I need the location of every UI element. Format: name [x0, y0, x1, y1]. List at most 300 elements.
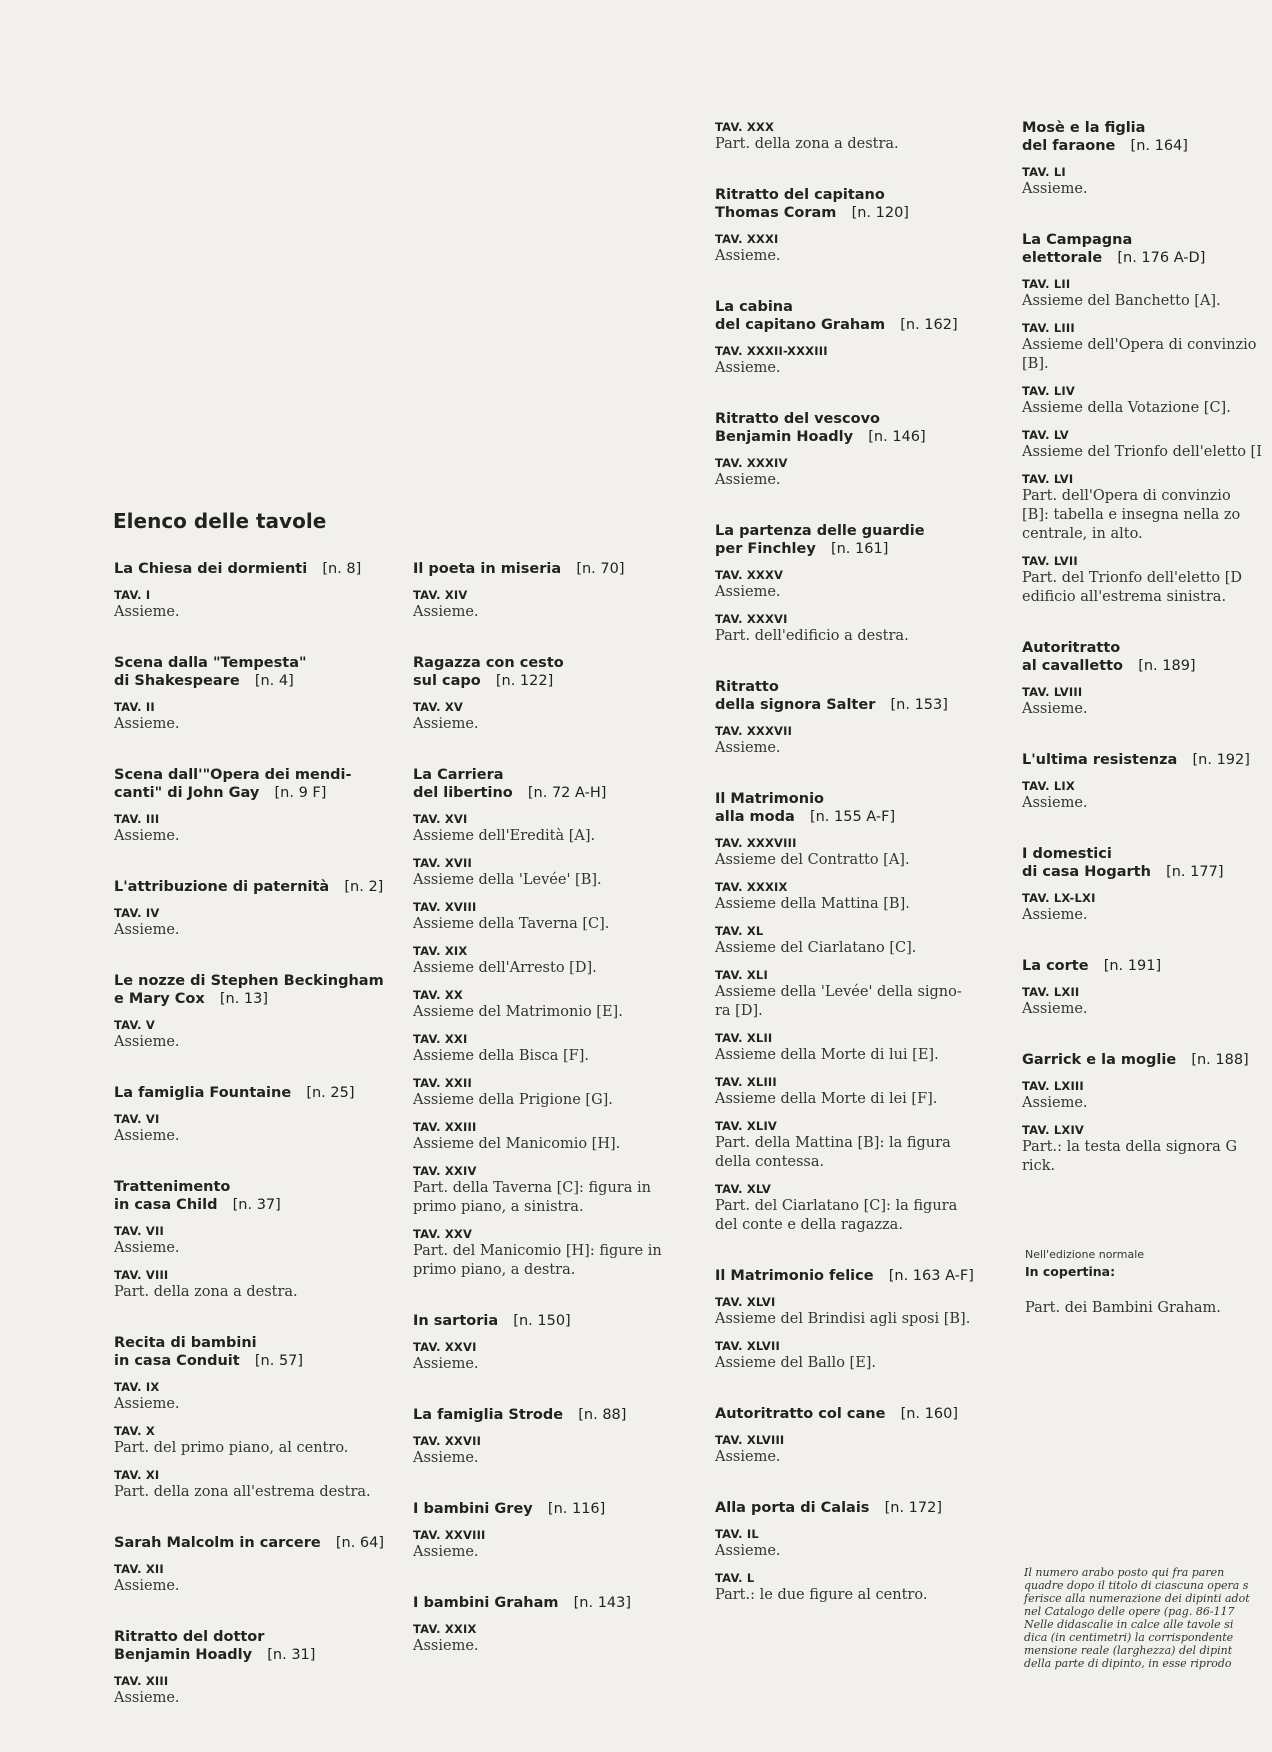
entry-title — [1022, 751, 1272, 769]
plate-item — [413, 1031, 688, 1066]
plate-description: Assieme. — [114, 1240, 180, 1256]
plate-description: Assieme. — [413, 1544, 479, 1560]
catalog-entry — [114, 1084, 389, 1146]
entry-title — [1022, 957, 1272, 975]
plate-item — [413, 811, 688, 846]
plate-description: Part. della zona a destra. — [114, 1284, 298, 1300]
catalog-entry — [715, 790, 990, 1235]
plate-number: TAV. XXVIII — [413, 1528, 486, 1542]
plate-number: TAV. VI — [114, 1112, 160, 1126]
plate-description: Assieme. — [114, 1578, 180, 1594]
catalog-entry — [114, 1334, 389, 1502]
plate-description: Assieme. — [114, 1690, 180, 1706]
plate-number: TAV. XXII — [413, 1076, 472, 1090]
entry-title — [114, 654, 389, 690]
cover-note-label: In copertina: — [1025, 1264, 1116, 1279]
plate-item — [114, 905, 389, 940]
entry-catalog-number: [n. 2] — [344, 879, 384, 895]
entry-title-line: Autoritratto — [1022, 640, 1121, 656]
entry-title-line: per Finchley — [715, 541, 816, 557]
plate-item — [715, 1294, 990, 1329]
plate-description: ra [D]. — [715, 1003, 763, 1019]
plate-description: primo piano, a sinistra. — [413, 1199, 584, 1215]
plate-description: Part. del Ciarlatano [C]: la figura — [715, 1198, 958, 1214]
entry-title — [1022, 1051, 1272, 1069]
entry-title-line: L'attribuzione di paternità — [114, 879, 330, 895]
cover-note-text: Part. dei Bambini Graham. — [1025, 1300, 1221, 1316]
catalog-entry — [715, 1499, 990, 1605]
plate-description: Assieme. — [413, 604, 479, 620]
column-4 — [1022, 119, 1272, 1208]
footnote — [1024, 1566, 1272, 1670]
plate-number: TAV. VII — [114, 1224, 164, 1238]
plate-number: TAV. IV — [114, 906, 160, 920]
plate-description: primo piano, a destra. — [413, 1262, 576, 1278]
entry-catalog-number: [n. 172] — [884, 1500, 942, 1516]
cover-note-edition: Nell'edizione normale — [1025, 1248, 1145, 1261]
plate-item — [1022, 383, 1272, 418]
catalog-entry — [413, 1594, 688, 1656]
catalog-entry — [413, 1312, 688, 1374]
catalog-entry — [114, 972, 389, 1052]
plate-item — [413, 1621, 688, 1656]
plate-item — [114, 1223, 389, 1258]
plate-description: Assieme. — [1022, 181, 1088, 197]
footnote-line: ferisce alla numerazione dei dipinti adot — [1024, 1592, 1250, 1605]
plate-description: Part.: le due figure al centro. — [715, 1587, 928, 1603]
plate-number: TAV. X — [114, 1424, 155, 1438]
entry-title-line: in casa Conduit — [114, 1353, 240, 1369]
entry-title — [413, 1500, 688, 1518]
plate-item — [413, 699, 688, 734]
plate-description: Assieme del Matrimonio [E]. — [413, 1004, 623, 1020]
plate-description: Assieme. — [715, 1449, 781, 1465]
plate-item — [114, 699, 389, 734]
plate-description: Assieme dell'Eredità [A]. — [413, 828, 596, 844]
plate-description: Part.: la testa della signora G — [1022, 1139, 1238, 1155]
entry-title-line: La Carriera — [413, 767, 504, 783]
entry-catalog-number: [n. 188] — [1191, 1052, 1249, 1068]
plate-item — [413, 855, 688, 890]
plate-description: Assieme. — [114, 604, 180, 620]
column-3 — [715, 119, 990, 1637]
entry-catalog-number: [n. 72 A-H] — [527, 785, 607, 801]
catalog-entry — [114, 878, 389, 940]
footnote-line: Il numero arabo posto qui fra paren — [1024, 1566, 1225, 1579]
plate-item — [715, 923, 990, 958]
plate-number: TAV. XXXV — [715, 568, 784, 582]
plate-description: [B]: tabella e insegna nella zo — [1022, 507, 1241, 523]
entry-catalog-number: [n. 31] — [267, 1647, 316, 1663]
plate-item — [114, 1467, 389, 1502]
plate-number: TAV. VIII — [114, 1268, 169, 1282]
plate-description: Assieme. — [1022, 1001, 1088, 1017]
plate-description: Assieme. — [114, 1128, 180, 1144]
plate-description: Assieme. — [715, 584, 781, 600]
catalog-entry — [114, 1628, 389, 1708]
plate-number: TAV. XXIX — [413, 1622, 477, 1636]
plate-item — [1022, 164, 1272, 199]
catalog-entry — [1022, 751, 1272, 813]
entry-title-line: al cavalletto — [1022, 658, 1124, 674]
plate-item — [715, 835, 990, 870]
plate-description: Part. della zona a destra. — [715, 136, 899, 152]
catalog-entry — [114, 1178, 389, 1302]
plate-number: TAV. L — [715, 1571, 755, 1585]
entry-catalog-number: [n. 150] — [513, 1313, 571, 1329]
entry-title-line: Sarah Malcolm in carcere — [114, 1535, 321, 1551]
plate-number: TAV. XXXII-XXXIII — [715, 344, 828, 358]
plate-number: TAV. LVI — [1022, 472, 1074, 486]
plate-item — [715, 231, 990, 266]
plate-description: rick. — [1022, 1158, 1056, 1174]
plate-number: TAV. XVI — [413, 812, 468, 826]
catalog-entry — [715, 1267, 990, 1373]
plate-item — [715, 967, 990, 1021]
plate-description: Assieme della Morte di lui [E]. — [715, 1047, 939, 1063]
entry-title-line: Trattenimento — [114, 1179, 231, 1195]
catalog-entry — [715, 119, 990, 154]
plate-number: TAV. LIII — [1022, 321, 1075, 335]
entry-title-line: Garrick e la moglie — [1022, 1052, 1177, 1068]
catalog-entry — [1022, 845, 1272, 925]
plate-description: Assieme della Votazione [C]. — [1022, 400, 1231, 416]
plate-item — [715, 343, 990, 378]
plate-description: Assieme. — [715, 472, 781, 488]
entry-title — [715, 298, 990, 334]
plate-number: TAV. XLVI — [715, 1295, 776, 1309]
entry-title — [715, 410, 990, 446]
plate-item — [1022, 471, 1272, 544]
catalog-entry — [413, 1406, 688, 1468]
plate-description: Assieme. — [114, 716, 180, 732]
entry-title — [413, 654, 688, 690]
entry-title — [413, 1594, 688, 1612]
plate-item — [715, 1030, 990, 1065]
footnote-line: nel Catalogo delle opere (pag. 86-117 — [1024, 1605, 1235, 1618]
entry-title — [715, 790, 990, 826]
plate-item — [114, 1267, 389, 1302]
plate-item — [114, 811, 389, 846]
plate-number: TAV. XLVIII — [715, 1433, 785, 1447]
entry-title-line: La corte — [1022, 958, 1089, 974]
entry-catalog-number: [n. 162] — [900, 317, 958, 333]
plate-item — [413, 987, 688, 1022]
column-1 — [114, 560, 389, 1740]
plate-description: Assieme. — [715, 360, 781, 376]
entry-catalog-number: [n. 191] — [1103, 958, 1162, 974]
plate-number: TAV. XIV — [413, 588, 468, 602]
entry-title-line: sul capo — [413, 673, 481, 689]
entry-title-line: elettorale — [1022, 250, 1103, 266]
plate-number: TAV. XXVII — [413, 1434, 482, 1448]
plate-description: Assieme. — [1022, 1095, 1088, 1111]
plate-number: TAV. XXX — [715, 120, 775, 134]
entry-title-line: canti" di John Gay — [114, 785, 260, 801]
plate-number: TAV. XIII — [114, 1674, 169, 1688]
catalog-entry — [715, 410, 990, 490]
cover-note — [1025, 1247, 1272, 1318]
plate-number: TAV. III — [114, 812, 160, 826]
entry-catalog-number: [n. 9 F] — [274, 785, 327, 801]
plate-number: TAV. XXXVIII — [715, 836, 797, 850]
plate-number: TAV. XVII — [413, 856, 472, 870]
plate-description: Assieme dell'Arresto [D]. — [413, 960, 597, 976]
plate-item — [1022, 684, 1272, 719]
plate-number: TAV. I — [114, 588, 151, 602]
plate-number: TAV. LXII — [1022, 985, 1080, 999]
plate-description: Part. della zona all'estrema destra. — [114, 1484, 371, 1500]
entry-title-line: La Campagna — [1022, 232, 1133, 248]
footnote-line: dica (in centimetri) la corrispondente — [1024, 1631, 1234, 1644]
plate-item — [114, 1561, 389, 1596]
entry-title-line: Thomas Coram — [715, 205, 837, 221]
entry-catalog-number: [n. 177] — [1166, 864, 1224, 880]
entry-title-line: Benjamin Hoadly — [114, 1647, 253, 1663]
entry-title — [715, 1499, 990, 1517]
entry-title — [715, 1405, 990, 1423]
plate-item — [715, 1432, 990, 1467]
plate-number: TAV. XXXVII — [715, 724, 793, 738]
entry-title — [1022, 639, 1272, 675]
plate-description: Assieme. — [114, 1034, 180, 1050]
plate-item — [715, 723, 990, 758]
plate-description: Assieme. — [715, 1543, 781, 1559]
plate-number: TAV. XXIV — [413, 1164, 477, 1178]
catalog-entry — [413, 766, 688, 1280]
entry-title-line: Mosè e la figlia — [1022, 120, 1146, 136]
entry-title — [715, 186, 990, 222]
plate-item — [715, 1570, 990, 1605]
plate-item — [715, 455, 990, 490]
entry-title — [114, 766, 389, 802]
entry-title-line: La partenza delle guardie — [715, 523, 925, 539]
column-2 — [413, 560, 688, 1688]
entry-title — [114, 972, 389, 1008]
plate-item — [413, 1527, 688, 1562]
plate-number: TAV. LII — [1022, 277, 1071, 291]
entry-title-line: di Shakespeare — [114, 673, 240, 689]
plate-item — [413, 899, 688, 934]
catalog-entry — [114, 560, 389, 622]
plate-item — [715, 611, 990, 646]
plate-number: TAV. LVIII — [1022, 685, 1083, 699]
plate-number: TAV. V — [114, 1018, 155, 1032]
plate-item — [413, 1075, 688, 1110]
plate-number: TAV. XI — [114, 1468, 160, 1482]
plate-number: TAV. LVII — [1022, 554, 1078, 568]
catalog-entry — [413, 560, 688, 622]
entry-title-line: di casa Hogarth — [1022, 864, 1151, 880]
plate-description: Part. della Taverna [C]: figura in — [413, 1180, 651, 1196]
entry-title-line: Ragazza con cesto — [413, 655, 564, 671]
footnote-line: Nelle didascalie in calce alle tavole si — [1024, 1618, 1234, 1631]
plate-item — [114, 1423, 389, 1458]
entry-title — [413, 560, 688, 578]
plate-item — [715, 1118, 990, 1172]
entry-title-line: del libertino — [413, 785, 513, 801]
plate-number: TAV. XLV — [715, 1182, 771, 1196]
plate-item — [413, 1119, 688, 1154]
page-heading: Elenco delle tavole — [113, 509, 327, 533]
entry-catalog-number: [n. 192] — [1192, 752, 1250, 768]
plate-item — [413, 1339, 688, 1374]
plate-item — [715, 1338, 990, 1373]
plate-description: Assieme della 'Levée' della signo- — [715, 984, 962, 1000]
entry-title-line: Ritratto del vescovo — [715, 411, 880, 427]
catalog-entry — [715, 678, 990, 758]
entry-title-line: In sartoria — [413, 1313, 499, 1329]
plate-description: Assieme. — [114, 922, 180, 938]
entry-title-line: Il Matrimonio felice — [715, 1268, 874, 1284]
plate-item — [1022, 427, 1272, 462]
plate-number: TAV. XLIII — [715, 1075, 777, 1089]
plate-description: Part. dell'edificio a destra. — [715, 628, 909, 644]
entry-title — [413, 1312, 688, 1330]
plate-item — [715, 1074, 990, 1109]
entry-title-line: Recita di bambini — [114, 1335, 257, 1351]
plate-item — [715, 119, 990, 154]
plate-number: TAV. LI — [1022, 165, 1066, 179]
plate-number: TAV. IX — [114, 1380, 160, 1394]
entry-title-line: La cabina — [715, 299, 793, 315]
entry-title — [715, 522, 990, 558]
plate-number: TAV. XII — [114, 1562, 164, 1576]
plate-description: Assieme. — [413, 1638, 479, 1654]
entry-title — [114, 1334, 389, 1370]
plate-number: TAV. XXXIX — [715, 880, 788, 894]
plate-description: Assieme del Banchetto [A]. — [1022, 293, 1221, 309]
entry-catalog-number: [n. 189] — [1138, 658, 1196, 674]
plate-description: Part. del Trionfo dell'eletto [D — [1022, 570, 1243, 586]
entry-title-line: Il poeta in miseria — [413, 561, 562, 577]
entry-title-line: del capitano Graham — [715, 317, 886, 333]
entry-catalog-number: [n. 88] — [578, 1407, 627, 1423]
entry-catalog-number: [n. 57] — [254, 1353, 304, 1369]
entry-title — [114, 1178, 389, 1214]
catalog-entry — [1022, 957, 1272, 1019]
entry-title-line: Autoritratto col cane — [715, 1406, 886, 1422]
catalog-entry — [715, 522, 990, 646]
plate-description: Assieme. — [715, 740, 781, 756]
entry-title-line: La Chiesa dei dormienti — [114, 561, 308, 577]
plate-description: Assieme. — [114, 828, 180, 844]
catalog-entry — [1022, 639, 1272, 719]
plate-item — [715, 567, 990, 602]
entry-title — [114, 878, 389, 896]
entry-catalog-number: [n. 160] — [900, 1406, 958, 1422]
plate-number: TAV. IL — [715, 1527, 759, 1541]
plate-number: TAV. XLII — [715, 1031, 773, 1045]
plate-number: TAV. XXXI — [715, 232, 779, 246]
plate-description: Assieme del Manicomio [H]. — [413, 1136, 621, 1152]
entry-title — [114, 560, 389, 578]
plate-description: del conte e della ragazza. — [715, 1217, 903, 1233]
plate-description: [B]. — [1022, 356, 1049, 372]
entry-title-line: Le nozze di Stephen Beckingham — [114, 973, 384, 989]
plate-description: Assieme della Mattina [B]. — [715, 896, 910, 912]
entry-title-line: Scena dalla "Tempesta" — [114, 655, 307, 671]
entry-title — [413, 1406, 688, 1424]
plate-item — [1022, 320, 1272, 374]
plate-description: Part. della Mattina [B]: la figura — [715, 1135, 951, 1151]
entry-title-line: Il Matrimonio — [715, 791, 825, 807]
plate-item — [114, 1017, 389, 1052]
entry-catalog-number: [n. 25] — [306, 1085, 355, 1101]
entry-catalog-number: [n. 37] — [232, 1197, 281, 1213]
plate-number: TAV. XL — [715, 924, 764, 938]
footnote-line: quadre dopo il titolo di ciascuna opera s — [1024, 1579, 1249, 1592]
entry-title-line: La famiglia Strode — [413, 1407, 564, 1423]
plate-item — [1022, 890, 1272, 925]
entry-catalog-number: [n. 64] — [335, 1535, 385, 1551]
plate-description: Assieme del Ballo [E]. — [715, 1355, 877, 1371]
plate-item — [1022, 778, 1272, 813]
plate-description: Assieme. — [114, 1396, 180, 1412]
footnote-line: della parte di dipinto, in esse riprodo — [1024, 1657, 1232, 1670]
plate-item — [1022, 1078, 1272, 1113]
catalog-entry — [1022, 1051, 1272, 1176]
catalog-entry — [114, 1534, 389, 1596]
entry-catalog-number: [n. 176 A-D] — [1117, 250, 1206, 266]
plate-description: Part. del primo piano, al centro. — [114, 1440, 349, 1456]
plate-item — [114, 587, 389, 622]
plate-number: TAV. XLI — [715, 968, 768, 982]
plate-number: TAV. LV — [1022, 428, 1069, 442]
plate-description: Assieme del Brindisi agli sposi [B]. — [715, 1311, 971, 1327]
entry-title — [114, 1534, 389, 1552]
plate-description: Assieme del Ciarlatano [C]. — [715, 940, 917, 956]
entry-catalog-number: [n. 155 A-F] — [809, 809, 896, 825]
plate-number: TAV. LXIII — [1022, 1079, 1084, 1093]
plate-item — [715, 879, 990, 914]
plate-item — [114, 1379, 389, 1414]
entry-catalog-number: [n. 146] — [868, 429, 926, 445]
plate-item — [1022, 984, 1272, 1019]
entry-catalog-number: [n. 161] — [830, 541, 889, 557]
plate-number: TAV. XX — [413, 988, 463, 1002]
plate-number: TAV. LXIV — [1022, 1123, 1085, 1137]
plate-number: TAV. XXVI — [413, 1340, 477, 1354]
catalog-entry — [715, 298, 990, 378]
catalog-entry — [114, 654, 389, 734]
plate-description: Assieme dell'Opera di convinzio — [1022, 337, 1257, 353]
plate-description: Assieme. — [1022, 907, 1088, 923]
plate-description: centrale, in alto. — [1022, 526, 1143, 542]
catalog-entry — [1022, 231, 1272, 607]
entry-title-line: Scena dall'"Opera dei mendi- — [114, 767, 352, 783]
entry-title — [1022, 119, 1272, 155]
plate-item — [114, 1673, 389, 1708]
plate-number: TAV. XXXIV — [715, 456, 788, 470]
plate-number: TAV. XXXVI — [715, 612, 788, 626]
plate-description: Assieme. — [413, 716, 479, 732]
plate-number: TAV. XIX — [413, 944, 468, 958]
entry-catalog-number: [n. 8] — [322, 561, 362, 577]
entry-title-line: I domestici — [1022, 846, 1112, 862]
footnote-line: mensione reale (larghezza) del dipint — [1024, 1644, 1233, 1657]
plate-item — [114, 1111, 389, 1146]
entry-title-line: Ritratto — [715, 679, 779, 695]
entry-title — [114, 1628, 389, 1664]
catalog-entry — [413, 654, 688, 734]
plate-item — [1022, 553, 1272, 607]
entry-catalog-number: [n. 143] — [573, 1595, 632, 1611]
plate-description: Assieme. — [1022, 701, 1088, 717]
plate-description: Part. del Manicomio [H]: figure in — [413, 1243, 662, 1259]
catalog-entry — [1022, 119, 1272, 199]
entry-title-line: Benjamin Hoadly — [715, 429, 854, 445]
